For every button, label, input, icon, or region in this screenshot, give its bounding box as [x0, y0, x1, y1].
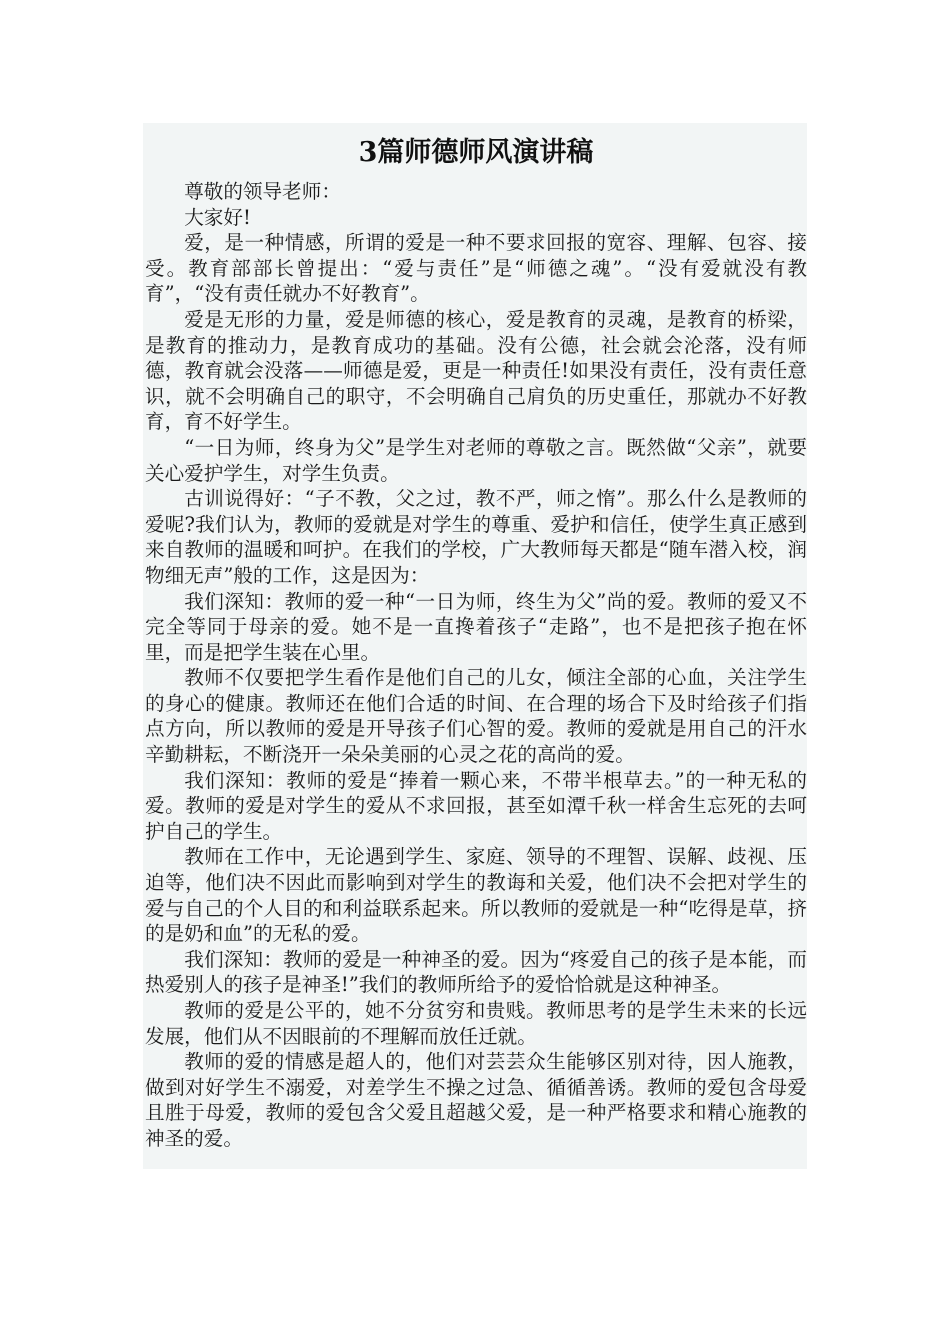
paragraph: 教师不仅要把学生看作是他们自己的儿女，倾注全部的心血，关注学生的身心的健康。教师还在他们合适的时间、在合理的场合下及时给孩子们指点方向，所以教师的爱是开导孩子们心智的爱。教师的爱就是用自己的汗水辛勤耕耘，不断浇开一朵朵美丽的心灵之花的高尚的爱。 — [145, 666, 807, 767]
paragraph: 我们深知：教师的爱是“捧着一颗心来，不带半根草去。”的一种无私的爱。教师的爱是对学生的爱从不求回报，甚至如潭千秋一样舍生忘死的去呵护自己的学生。 — [145, 768, 807, 843]
paragraph: “一日为师，终身为父”是学生对老师的尊敬之言。既然做“父亲”，就要关心爱护学生，对学生负责。 — [145, 435, 807, 485]
paragraph: 爱，是一种情感，所谓的爱是一种不要求回报的宽容、理解、包容、接受。教育部部长曾提出：“爱与责任”是“师德之魂”。“没有爱就没有教育”，“没有责任就办不好教育”。 — [145, 231, 807, 306]
paragraph: 教师的爱是公平的，她不分贫穷和贵贱。教师思考的是学生未来的长远发展，他们从不因眼前的不理解而放任迁就。 — [145, 999, 807, 1048]
paragraph: 教师在工作中，无论遇到学生、家庭、领导的不理智、误解、歧视、压迫等，他们决不因此而影响到对学生的教诲和关爱，他们决不会把对学生的爱与自己的个人目的和利益联系起来。所以教师的爱就是一种“吃得是草，挤的是奶和血”的无私的爱。 — [145, 845, 807, 946]
paragraph: 我们深知：教师的爱是一种神圣的爱。因为“疼爱自己的孩子是本能，而热爱别人的孩子是神圣!”我们的教师所给予的爱恰恰就是这种神圣。 — [145, 947, 807, 997]
document-title: 3篇师德师风演讲稿 — [358, 137, 594, 168]
paragraph: 爱是无形的力量，爱是师德的核心，爱是教育的灵魂，是教育的桥梁，是教育的推动力，是教育成功的基础。没有公德，社会就会沦落，没有师德，教育就会没落——师德是爱，更是一种责任!如果没有责任，没有责任意识，就不会明确自己的职守，不会明确自己肩负的历史重任，那就办不好教育，育不好学生。 — [145, 307, 807, 434]
paragraph: 教师的爱的情感是超人的，他们对芸芸众生能够区别对待，因人施教，做到对好学生不溺爱，对差学生不操之过急、循循善诱。教师的爱包含母爱且胜于母爱，教师的爱包含父爱且超越父爱，是一种严格要求和精心施教的神圣的爱。 — [145, 1050, 807, 1150]
document-body — [143, 123, 807, 1169]
paragraph-salutation: 尊敬的领导老师： — [184, 180, 341, 203]
paragraph: 古训说得好：“子不教，父之过，教不严，师之惰”。那么什么是教师的爱呢?我们认为，教师的爱就是对学生的尊重、爱护和信任，使学生真正感到来自教师的温暖和呵护。在我们的学校，广大教师每天都是“随车潜入校，润物细无声”般的工作，这是因为： — [145, 487, 807, 587]
paragraph-greeting: 大家好! — [184, 205, 251, 229]
paragraph: 我们深知：教师的爱一种“一日为师，终生为父”尚的爱。教师的爱又不完全等同于母亲的爱。她不是一直搀着孩子“走路”，也不是把孩子抱在怀里，而是把学生装在心里。 — [145, 589, 807, 664]
